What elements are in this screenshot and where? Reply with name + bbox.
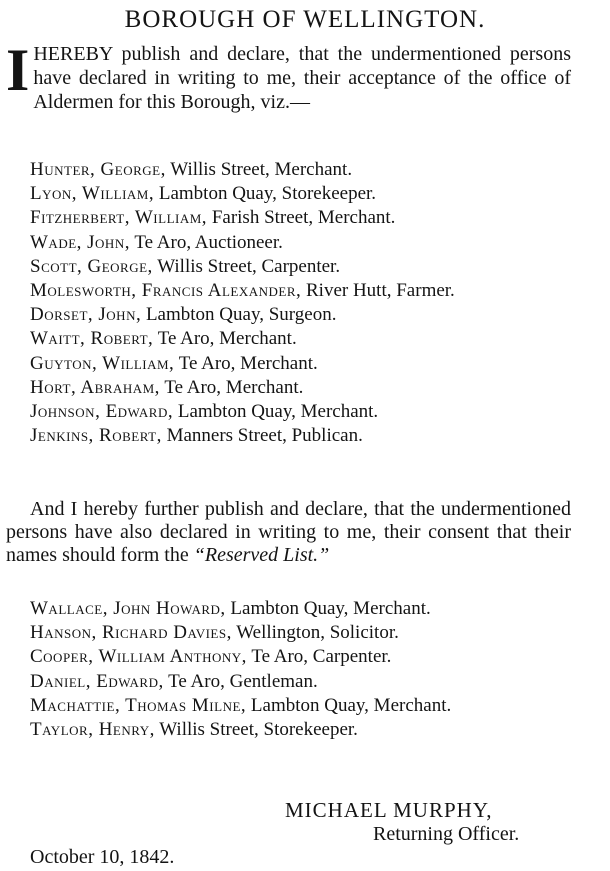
person-name: Daniel, Edward,	[30, 670, 164, 692]
person-detail: Lambton Quay, Storekeeper.	[154, 183, 377, 205]
list-item	[30, 303, 575, 327]
person-detail: Lambton Quay, Merchant.	[246, 694, 452, 716]
intro-text: HEREBY publish and declare, that the undermentioned persons have declared in writing to me, their acceptance of the office of Aldermen for this Borough, viz.—	[33, 43, 571, 113]
list-item	[30, 279, 575, 303]
signature-block	[285, 798, 570, 846]
person-name: Scott, George,	[30, 255, 153, 277]
person-name: Molesworth, Francis Alexander,	[30, 280, 302, 302]
person-detail: Te Aro, Gentleman.	[163, 670, 318, 692]
list-item	[30, 327, 575, 351]
list-item	[30, 424, 575, 448]
intro-paragraph	[6, 37, 571, 114]
signatory-title: Returning Officer.	[373, 823, 520, 845]
person-detail: Farish Street, Merchant.	[207, 207, 396, 229]
person-name: Lyon, William,	[30, 183, 155, 205]
person-detail: Willis Street, Merchant.	[165, 159, 353, 180]
person-name: Hanson, Richard Davies,	[30, 622, 232, 644]
person-name: Hunter, George,	[30, 159, 166, 180]
person-name: Waitt, Robert,	[30, 328, 154, 350]
list-item	[30, 352, 575, 376]
list-item	[30, 376, 575, 400]
person-detail: Wellington, Solicitor.	[231, 622, 399, 644]
list-item	[30, 231, 575, 255]
person-name: Guyton, William,	[30, 352, 175, 374]
list-item	[30, 670, 575, 694]
person-detail: Lambton Quay, Merchant.	[173, 401, 379, 423]
person-detail: Lambton Quay, Surgeon.	[141, 304, 337, 326]
person-detail: Willis Street, Storekeeper.	[154, 719, 358, 741]
signatory-name: MICHAEL MURPHY,	[285, 798, 493, 822]
person-detail: Te Aro, Auctioneer.	[129, 231, 283, 253]
reserved-list	[30, 597, 575, 742]
person-name: Fitzherbert, William,	[30, 207, 208, 229]
person-name: Jenkins, Robert,	[30, 425, 162, 447]
list-item	[30, 400, 575, 424]
aldermen-list	[30, 158, 575, 448]
notice-title: BOROUGH OF WELLINGTON.	[124, 6, 486, 33]
person-detail: Te Aro, Merchant.	[174, 352, 318, 374]
list-item	[30, 182, 575, 206]
drop-cap: I	[6, 37, 30, 103]
person-detail: Te Aro, Merchant.	[153, 328, 297, 350]
person-detail: Willis Street, Carpenter.	[152, 255, 341, 277]
person-detail: Te Aro, Carpenter.	[246, 646, 392, 668]
person-name: Wallace, John Howard,	[30, 598, 226, 619]
list-item	[30, 718, 575, 742]
notice-date: October 10, 1842.	[30, 846, 175, 868]
person-name: Johnson, Edward,	[30, 401, 174, 423]
reserved-list-emphasis: “Reserved List.”	[193, 544, 330, 566]
person-detail: Te Aro, Merchant.	[159, 376, 304, 398]
person-name: Wade, John,	[30, 231, 130, 253]
list-item	[30, 206, 575, 230]
person-detail: River Hutt, Farmer.	[301, 280, 455, 302]
reserved-list-paragraph	[6, 498, 571, 567]
list-item	[30, 645, 575, 669]
list-item	[30, 255, 575, 279]
person-name: Dorset, John,	[30, 304, 142, 326]
person-name: Hort, Abraham,	[30, 376, 160, 398]
person-name: Machattie, Thomas Milne,	[30, 694, 247, 716]
list-item	[30, 597, 575, 621]
list-item	[30, 158, 575, 182]
list-item	[30, 694, 575, 718]
list-item	[30, 621, 575, 645]
person-name: Taylor, Henry,	[30, 719, 155, 741]
person-name: Cooper, William Anthony,	[30, 646, 247, 668]
reserved-intro-text: And I hereby further publish and declare, that the undermentioned persons have also declared in writing to me, their consent that their names should form the	[6, 498, 571, 566]
person-detail: Lambton Quay, Merchant.	[225, 598, 431, 619]
person-detail: Manners Street, Publican.	[161, 425, 363, 447]
